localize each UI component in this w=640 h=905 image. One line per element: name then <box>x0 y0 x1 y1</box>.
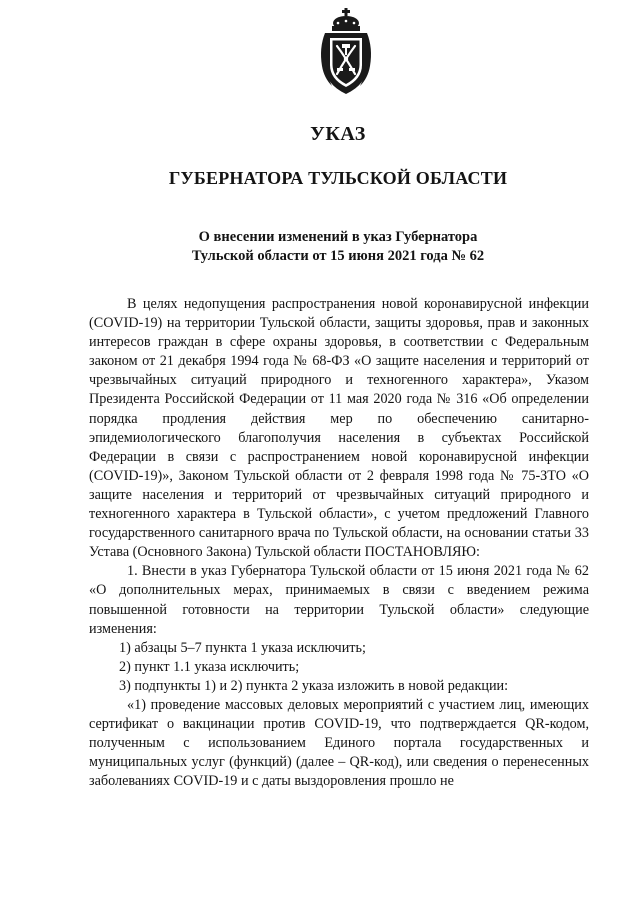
document-body <box>89 295 589 791</box>
list-item: 2) пункт 1.1 указа исключить; <box>119 658 300 675</box>
document-title-line: О внесении изменений в указ Губернатора <box>198 229 478 245</box>
list-item: 1) абзацы 5–7 пункта 1 указа исключить; <box>119 639 366 656</box>
clause-paragraph: 1. Внести в указ Губернатора Тульской области от 15 июня 2021 года № 62 «О дополнительных мерах, принимаемых в связи с введением режима повышенной готовности на территории Тульской области» следующие изменения: <box>89 563 589 637</box>
list-item: 3) подпункты 1) и 2) пункта 2 указа изложить в новой редакции: <box>119 677 509 694</box>
document-subheading: ГУБЕРНАТОРА ТУЛЬСКОЙ ОБЛАСТИ <box>168 168 508 188</box>
document-heading: УКАЗ <box>310 123 366 145</box>
document-title-line: Тульской области от 15 июня 2021 года № 62 <box>191 248 485 264</box>
document-title <box>0 228 640 266</box>
quoted-paragraph: «1) проведение массовых деловых мероприятий с участием лиц, имеющих сертификат о вакцинации против COVID-19, что подтверждается QR-кодом, полученным с использованием Единого портала государственных и муниципальных услуг (функций) (далее – QR-код), или сведения о перенесенных заболеваниях COVID-19 и с даты выздоровления прошло не <box>89 696 589 790</box>
tula-coat-of-arms-icon <box>316 8 376 98</box>
preamble-paragraph: В целях недопущения распространения новой коронавирусной инфекции (COVID-19) на территории Тульской области, защиты здоровья, прав и законных интересов граждан в сфере охраны здоровья, в соответствии с Федеральным законом от 21 декабря 1994 года № 68-ФЗ «О защите населения и территорий от чрезвычайных ситуаций природного и техногенного характера», Указом Президента Российской Федерации от 11 мая 2020 года № 316 «Об определении порядка продления действия мер по обеспечению санитарно-эпидемиологического благополучия населения в субъектах Российской Федерации в связи с распространением новой коронавирусной инфекции (COVID-19)», Законом Тульской области от 2 февраля 1998 года № 75-ЗТО «О защите населения и территорий от чрезвычайных ситуаций природного и техногенного характера в Тульской области», с учетом предложений Главного государственного санитарного врача по Тульской области, на основании статьи 33 Устава (Основного Закона) Тульской области ПОСТАНОВЛЯЮ: <box>89 296 589 561</box>
